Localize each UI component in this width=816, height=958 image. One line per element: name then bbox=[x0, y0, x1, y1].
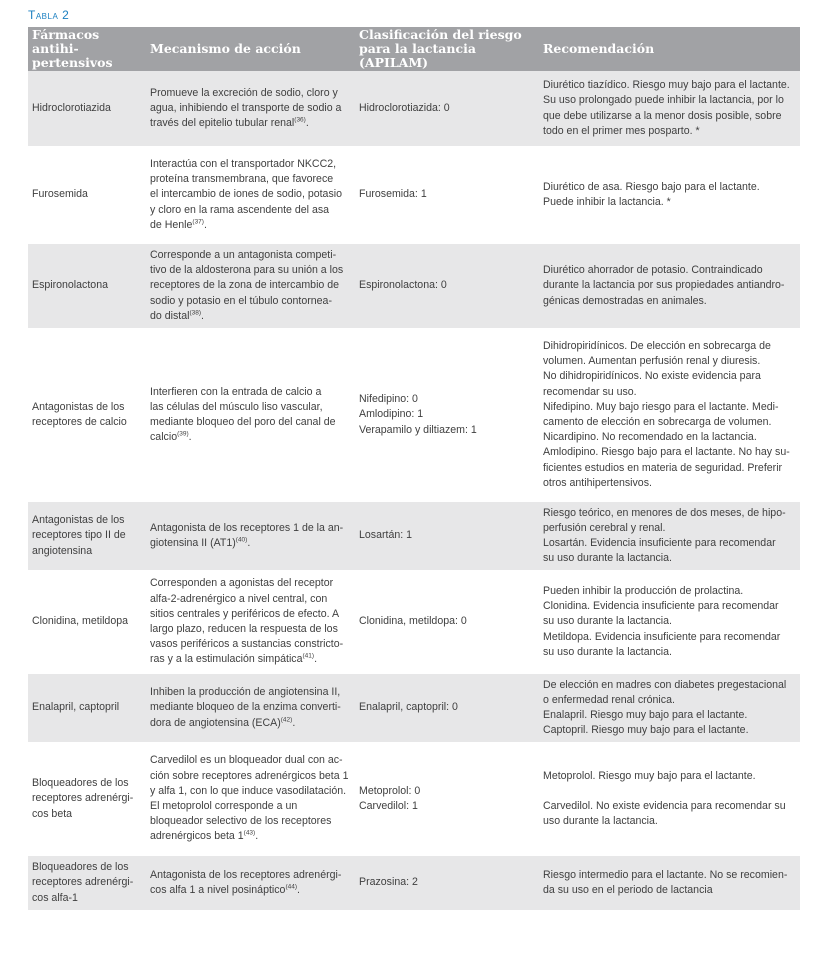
reference-mark: (40) bbox=[235, 536, 248, 544]
reference-mark: (41) bbox=[302, 652, 315, 660]
cell-line: receptores adrenérgi- bbox=[32, 876, 134, 889]
cell-line: Riesgo teórico, en menores de dos meses, de hipo- bbox=[543, 506, 786, 519]
cell-line: Diurético tiazídico. Riesgo muy bajo para el lactante. bbox=[543, 79, 790, 92]
cell-line: Verapamilo y diltiazem: 1 bbox=[359, 423, 477, 436]
cell-line: Corresponde a un antagonista competi- bbox=[150, 248, 337, 261]
cell-line: adrenérgicos beta 1$^{(43)}$. bbox=[150, 829, 259, 843]
cell-line: todo en el primer mes posparto. * bbox=[543, 124, 700, 137]
cell-line: Enalapril, captopril bbox=[32, 701, 120, 714]
recommendation-cell bbox=[539, 243, 800, 329]
cell-line: Interactúa con el transportador NKCC2, bbox=[150, 157, 337, 170]
reference-mark: (42) bbox=[280, 716, 293, 724]
table-row bbox=[28, 743, 800, 855]
cell-line: ras y a la estimulación simpática$^{(41)}$. bbox=[150, 652, 318, 666]
cell-line: Amlodipino: 1 bbox=[359, 408, 424, 421]
table-row bbox=[28, 501, 800, 571]
recommendation-cell bbox=[539, 147, 800, 243]
cell-line: su uso durante la lactancia. bbox=[543, 552, 672, 565]
cell-line: receptores de calcio bbox=[32, 416, 127, 428]
cell-line: otros antihipertensivos. bbox=[543, 476, 652, 489]
recommendation-cell bbox=[539, 673, 800, 743]
cell-line: ción sobre receptores adrenérgicos beta 1 bbox=[150, 769, 349, 782]
cell-line: largo plazo, reducen la respuesta de los bbox=[150, 623, 338, 635]
cell-line: Antagonistas de los bbox=[32, 514, 125, 527]
cell-line: Clonidina, metildopa bbox=[32, 615, 128, 628]
cell-line: de Henle$^{(37)}$. bbox=[150, 218, 207, 231]
cell-line: Furosemida bbox=[32, 188, 88, 201]
table-row bbox=[28, 243, 800, 329]
cell-line: Puede inhibir la lactancia. * bbox=[543, 196, 671, 208]
cell-line: o enfermedad renal crónica. bbox=[543, 693, 675, 706]
risk-cell bbox=[355, 71, 539, 147]
cell-line: El metoprolol corresponde a un bbox=[150, 800, 298, 812]
cell-line: génicas demostradas en animales. bbox=[543, 294, 707, 307]
cell-line: Carvedilol. No existe evidencia para recomendar su bbox=[543, 799, 786, 812]
risk-cell bbox=[355, 243, 539, 329]
cell-line: camento de elección en sobrecarga de volumen. bbox=[543, 416, 772, 428]
table-body bbox=[28, 71, 800, 911]
header-recommendation: Recomendación bbox=[539, 27, 800, 71]
cell-line: mediante bloqueo de la enzima converti- bbox=[150, 701, 341, 714]
cell-line: Diurético ahorrador de potasio. Contraindicado bbox=[543, 264, 763, 277]
cell-line: mediante bloqueo del poro del canal de bbox=[150, 416, 336, 428]
cell-line: Bloqueadores de los bbox=[32, 777, 129, 790]
cell-line: receptores de la zona de intercambio de bbox=[150, 279, 340, 292]
table-row bbox=[28, 71, 800, 147]
cell-line: sitios centrales y periféricos de efecto. A bbox=[150, 607, 340, 620]
cell-line: Furosemida: 1 bbox=[359, 188, 427, 201]
cell-line: Carvedilol es un bloqueador dual con ac- bbox=[150, 754, 343, 767]
cell-line: Antagonista de los receptores adrenérgi- bbox=[150, 868, 342, 881]
cell-line: Su uso prolongado puede inhibir la lactancia, por lo bbox=[543, 94, 784, 107]
cell-line: Dihidropiridínicos. De elección en sobrecarga de bbox=[543, 339, 771, 352]
cell-line: agua, inhibiendo el transporte de sodio a bbox=[150, 101, 342, 114]
cell-line: proteína transmembrana, que favorece bbox=[150, 173, 334, 186]
cell-line: Espironolactona bbox=[32, 279, 108, 292]
recommendation-cell bbox=[539, 743, 800, 855]
cell-line: Antagonistas de los bbox=[32, 400, 125, 413]
mechanism-cell bbox=[146, 329, 355, 501]
reference-mark: (36) bbox=[294, 116, 306, 124]
cell-line: De elección en madres con diabetes pregestacional bbox=[543, 678, 787, 691]
cell-line: las células del músculo liso vascular, bbox=[150, 400, 323, 413]
cell-line: Hidroclorotiazida bbox=[32, 101, 111, 114]
cell-line: Prazosina: 2 bbox=[359, 876, 418, 889]
cell-line: perfusión cerebral y renal. bbox=[543, 521, 666, 534]
drug-cell bbox=[28, 71, 146, 147]
risk-cell bbox=[355, 501, 539, 571]
table-row bbox=[28, 147, 800, 243]
mechanism-cell bbox=[146, 673, 355, 743]
drug-cell bbox=[28, 571, 146, 673]
mechanism-cell bbox=[146, 243, 355, 329]
mechanism-cell bbox=[146, 71, 355, 147]
drug-cell bbox=[28, 329, 146, 501]
header-row bbox=[28, 27, 800, 71]
cell-line: Nifedipino. Muy bajo riesgo para el lactante. Medi- bbox=[543, 400, 779, 413]
cell-line: da su uso en el periodo de lactancia bbox=[543, 884, 713, 896]
risk-cell bbox=[355, 743, 539, 855]
table-caption: Tabla 2 bbox=[28, 8, 70, 22]
cell-line: Metoprolol: 0 bbox=[359, 784, 421, 797]
cell-line: Carvedilol: 1 bbox=[359, 800, 418, 812]
cell-line bbox=[543, 784, 796, 799]
header-risk: Clasificación del riesgo para la lactancia (APILAM) bbox=[355, 27, 539, 71]
cell-line: y alfa 1, con lo que induce vasodilatación. bbox=[150, 784, 347, 797]
cell-line: Amlodipino. Riesgo bajo para el lactante. No hay su- bbox=[543, 446, 790, 459]
risk-cell bbox=[355, 571, 539, 673]
recommendation-cell bbox=[539, 855, 800, 911]
cell-line: cos alfa-1 bbox=[32, 891, 78, 904]
header-mechanism: Mecanismo de acción bbox=[146, 27, 355, 71]
cell-line: Interfieren con la entrada de calcio a bbox=[150, 385, 322, 398]
cell-line: través del epitelio tubular renal$^{(36)}$. bbox=[150, 116, 309, 130]
cell-line: angiotensina bbox=[32, 544, 93, 557]
drug-cell bbox=[28, 243, 146, 329]
cell-line: el intercambio de iones de sodio, potasio bbox=[150, 188, 342, 201]
cell-line: Hidroclorotiazida: 0 bbox=[359, 101, 450, 114]
cell-line: Bloqueadores de los bbox=[32, 861, 129, 874]
drug-cell bbox=[28, 501, 146, 571]
cell-line: Pueden inhibir la producción de prolactina. bbox=[543, 584, 744, 597]
antihypertensive-drugs-table bbox=[28, 27, 800, 912]
cell-line: Corresponden a agonistas del receptor bbox=[150, 577, 334, 590]
header-drugs: Fármacos antihi- pertensivos bbox=[28, 27, 146, 71]
cell-line: Diurético de asa. Riesgo bajo para el lactante. bbox=[543, 180, 760, 193]
cell-line: durante la lactancia por sus propiedades antiandro- bbox=[543, 279, 785, 292]
recommendation-cell bbox=[539, 501, 800, 571]
cell-line: Captopril. Riesgo muy bajo para el lactante. bbox=[543, 724, 749, 737]
cell-line: No dihidropiridínicos. No existe evidencia para bbox=[543, 370, 761, 383]
cell-line: ficientes estudios en materia de seguridad. Preferir bbox=[543, 461, 783, 474]
cell-line: bloqueador selectivo de los receptores bbox=[150, 815, 332, 828]
risk-cell bbox=[355, 855, 539, 911]
cell-line: vasos periféricos a sustancias constricto- bbox=[150, 638, 344, 651]
reference-mark: (39) bbox=[177, 430, 189, 438]
cell-line: Clonidina, metildopa: 0 bbox=[359, 615, 467, 628]
mechanism-cell bbox=[146, 855, 355, 911]
mechanism-cell bbox=[146, 501, 355, 571]
cell-line: Nicardipino. No recomendado en la lactancia. bbox=[543, 431, 757, 444]
risk-cell bbox=[355, 329, 539, 501]
cell-line: tivo de la aldosterona para su unión a los bbox=[150, 264, 344, 277]
recommendation-cell bbox=[539, 571, 800, 673]
cell-line: Losartán: 1 bbox=[359, 529, 413, 542]
cell-line: que debe utilizarse a la menor dosis posible, sobre bbox=[543, 109, 782, 122]
cell-line: recomendar su uso. bbox=[543, 385, 637, 398]
cell-line: volumen. Aumentan perfusión renal y diuresis. bbox=[543, 355, 761, 368]
cell-line: Espironolactona: 0 bbox=[359, 279, 447, 292]
cell-line: Metoprolol. Riesgo muy bajo para el lactante. bbox=[543, 769, 756, 782]
cell-line: dora de angiotensina (ECA)$^{(42)}$. bbox=[150, 716, 296, 729]
cell-line: uso durante la lactancia. bbox=[543, 815, 658, 828]
cell-line: Metildopa. Evidencia insuficiente para recomendar bbox=[543, 630, 781, 643]
cell-line: receptores adrenérgi- bbox=[32, 792, 134, 805]
table-row bbox=[28, 571, 800, 673]
table-header bbox=[28, 27, 800, 71]
drug-cell bbox=[28, 673, 146, 743]
cell-line: Antagonista de los receptores 1 de la an- bbox=[150, 521, 344, 534]
cell-line: calcio$^{(39)}$. bbox=[150, 430, 192, 444]
drug-cell bbox=[28, 855, 146, 911]
cell-line: sodio y potasio en el túbulo contornea- bbox=[150, 294, 332, 307]
cell-line: Promueve la excreción de sodio, cloro y bbox=[150, 86, 338, 99]
table-row bbox=[28, 673, 800, 743]
cell-line: cos alfa 1 a nivel posináptico$^{(44)}$. bbox=[150, 883, 300, 896]
drug-cell bbox=[28, 743, 146, 855]
reference-mark: (37) bbox=[192, 218, 204, 226]
table-row bbox=[28, 855, 800, 911]
cell-line: do distal$^{(38)}$. bbox=[150, 309, 204, 322]
cell-line: y cloro en la rama ascendente del asa bbox=[150, 203, 330, 216]
cell-line: receptores tipo II de bbox=[32, 529, 126, 542]
recommendation-cell bbox=[539, 329, 800, 501]
cell-line: Riesgo intermedio para el lactante. No se recomien- bbox=[543, 868, 788, 881]
reference-mark: (38) bbox=[189, 309, 202, 317]
mechanism-cell bbox=[146, 571, 355, 673]
cell-line: Clonidina. Evidencia insuficiente para recomendar bbox=[543, 600, 779, 613]
cell-line: giotensina II $(AT1)^{(40)}$. bbox=[150, 536, 251, 549]
mechanism-cell bbox=[146, 743, 355, 855]
recommendation-cell bbox=[539, 71, 800, 147]
mechanism-cell bbox=[146, 147, 355, 243]
cell-line: Inhiben la producción de angiotensina II, bbox=[150, 686, 341, 699]
reference-mark: (43) bbox=[243, 829, 256, 837]
cell-line: Enalapril, captopril: 0 bbox=[359, 701, 458, 714]
reference-mark: (44) bbox=[285, 883, 298, 891]
cell-line: Enalapril. Riesgo muy bajo para el lactante. bbox=[543, 709, 748, 721]
cell-line: Nifedipino: 0 bbox=[359, 393, 418, 406]
cell-line: cos beta bbox=[32, 807, 73, 820]
drug-cell bbox=[28, 147, 146, 243]
cell-line: alfa-2-adrenérgico a nivel central, con bbox=[150, 592, 328, 605]
cell-line: su uso durante la lactancia. bbox=[543, 615, 672, 628]
table-row bbox=[28, 329, 800, 501]
cell-line: Losartán. Evidencia insuficiente para recomendar bbox=[543, 537, 776, 549]
risk-cell bbox=[355, 147, 539, 243]
cell-line: su uso durante la lactancia. bbox=[543, 645, 672, 658]
risk-cell bbox=[355, 673, 539, 743]
